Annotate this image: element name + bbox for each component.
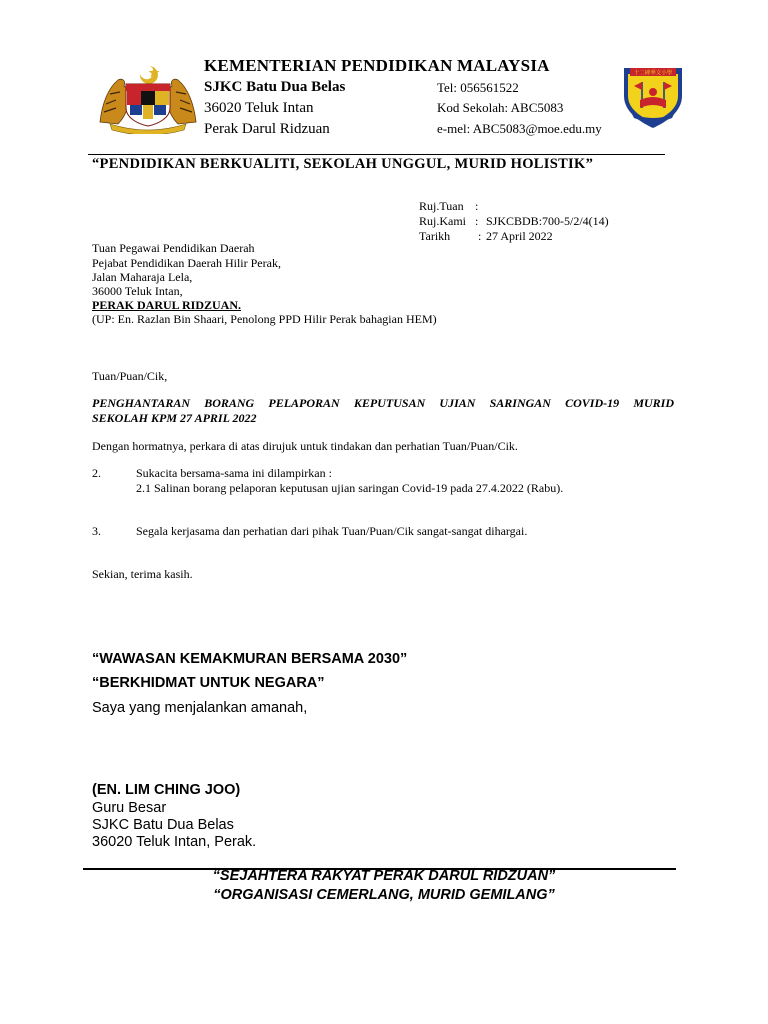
svg-text:十二碑華文小學: 十二碑華文小學 — [633, 70, 673, 77]
signature-opening: Saya yang menjalankan amanah, — [92, 700, 308, 716]
footer-slogan-1: “SEJAHTERA RAKYAT PERAK DARUL RIDZUAN” — [212, 868, 556, 884]
paragraph-2-number: 2. — [92, 466, 101, 480]
ministry-title: KEMENTERIAN PENDIDIKAN MALAYSIA — [204, 56, 550, 75]
recipient-line: Pejabat Pendidikan Daerah Hilir Perak, — [92, 256, 281, 270]
signatory-role: Guru Besar — [92, 800, 167, 816]
education-motto: “PENDIDIKAN BERKUALITI, SEKOLAH UNGGUL, MURID HOLISTIK” — [92, 156, 594, 172]
paragraph-3-text: Segala kerjasama dan perhatian dari pihak Tuan/Puan/Cik sangat-sangat dihargai. — [136, 524, 528, 538]
service-slogan: “BERKHIDMAT UNTUK NEGARA” — [92, 675, 325, 691]
letter-subject-line2: SEKOLAH KPM 27 APRIL 2022 — [92, 411, 257, 425]
school-address-line2: Perak Darul Ridzuan — [204, 121, 330, 137]
signatory-address: 36020 Teluk Intan, Perak. — [92, 834, 257, 850]
school-telephone: Tel: 056561522 — [437, 80, 519, 95]
paragraph-2-text: Sukacita bersama-sama ini dilampirkan : — [136, 466, 332, 480]
school-name: SJKC Batu Dua Belas — [204, 79, 346, 95]
school-email[interactable]: e-mel: ABC5083@moe.edu.my — [437, 121, 602, 136]
footer-slogan-2: “ORGANISASI CEMERLANG, MURID GEMILANG” — [213, 887, 555, 903]
date-label: Tarikh — [419, 229, 451, 243]
date-colon: : — [478, 229, 482, 243]
vision-slogan: “WAWASAN KEMAKMURAN BERSAMA 2030” — [92, 651, 408, 667]
signatory-school: SJKC Batu Dua Belas — [92, 817, 234, 833]
signatory-name: (EN. LIM CHING JOO) — [92, 782, 241, 798]
paragraph-1: Dengan hormatnya, perkara di atas dirujuk untuk tindakan dan perhatian Tuan/Puan/Cik. — [92, 439, 518, 453]
paragraph-2-item: 2.1 Salinan borang pelaporan keputusan ujian saringan Covid-19 pada 27.4.2022 (Rabu). — [136, 481, 564, 495]
coat-of-arms-logo — [96, 64, 200, 134]
paragraph-3-number: 3. — [92, 524, 101, 538]
our-ref-colon: : — [475, 214, 479, 228]
recipient-state: PERAK DARUL RIDZUAN. — [92, 298, 242, 312]
recipient-line: 36000 Teluk Intan, — [92, 284, 183, 298]
our-ref-label: Ruj.Kami — [419, 214, 466, 228]
salutation: Tuan/Puan/Cik, — [92, 369, 168, 383]
header-divider — [88, 154, 665, 155]
your-ref-colon: : — [475, 199, 479, 213]
date-value: 27 April 2022 — [486, 229, 553, 243]
letter-subject-line1: PENGHANTARAN BORANG PELAPORAN KEPUTUSAN UJIAN SARINGAN COVID-19 MURID — [92, 396, 674, 410]
our-ref-value: SJKCBDB:700-5/2/4(14) — [486, 214, 609, 228]
recipient-line: Tuan Pegawai Pendidikan Daerah — [92, 241, 255, 255]
school-emblem-logo — [620, 60, 686, 130]
school-code: Kod Sekolah: ABC5083 — [437, 100, 564, 115]
recipient-line: Jalan Maharaja Lela, — [92, 270, 193, 284]
school-address-line1: 36020 Teluk Intan — [204, 100, 314, 116]
your-ref-label: Ruj.Tuan — [419, 199, 464, 213]
closing-remark: Sekian, terima kasih. — [92, 567, 193, 581]
recipient-attention: (UP: En. Razlan Bin Shaari, Penolong PPD Hilir Perak bahagian HEM) — [92, 312, 437, 326]
